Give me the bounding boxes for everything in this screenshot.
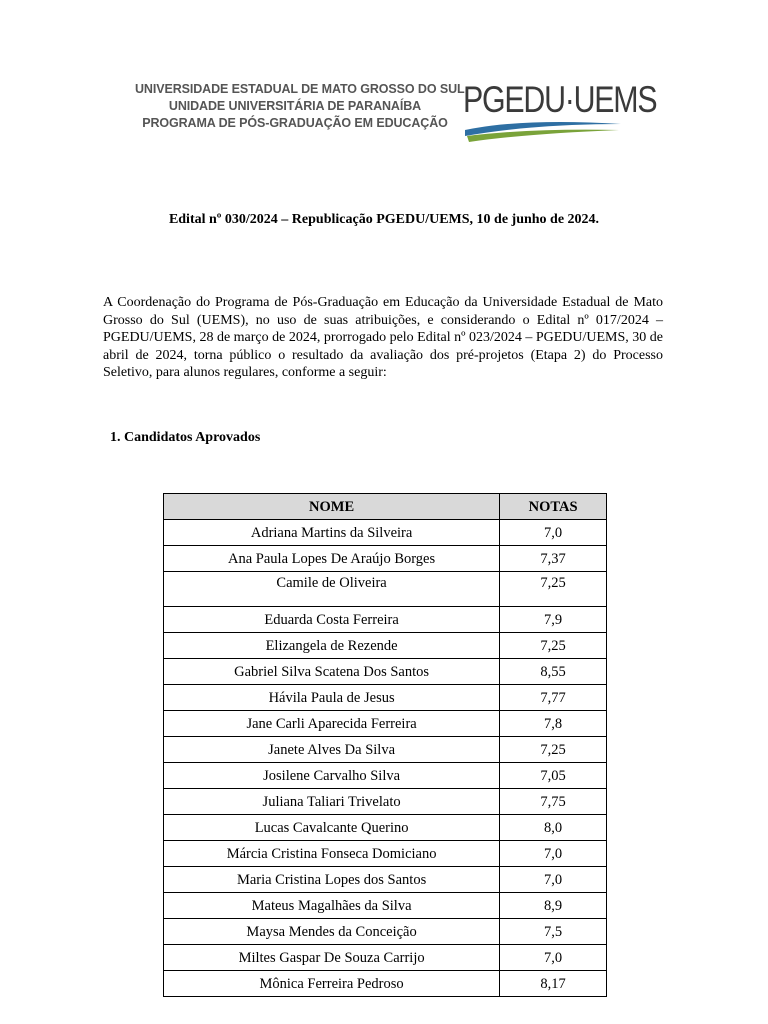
table-row — [164, 572, 607, 607]
table-row — [164, 685, 607, 711]
candidate-name: Maysa Mendes da Conceição — [164, 919, 500, 945]
candidate-grade: 7,9 — [500, 607, 607, 633]
section-heading: 1. Candidatos Aprovados — [110, 430, 261, 445]
table-header-row — [164, 494, 607, 520]
candidate-grade: 7,8 — [500, 711, 607, 737]
candidate-name: Gabriel Silva Scatena Dos Santos — [164, 659, 500, 685]
institution-line: UNIVERSIDADE ESTADUAL DE MATO GROSSO DO SUL — [135, 82, 465, 96]
table-row — [164, 919, 607, 945]
table-row — [164, 737, 607, 763]
candidate-grade: 7,37 — [500, 546, 607, 572]
candidate-name: Maria Cristina Lopes dos Santos — [164, 867, 500, 893]
candidate-name: Mônica Ferreira Pedroso — [164, 971, 500, 997]
table-row — [164, 789, 607, 815]
candidate-grade: 7,0 — [500, 841, 607, 867]
candidate-grade: 7,05 — [500, 763, 607, 789]
candidate-name: Adriana Martins da Silveira — [164, 520, 500, 546]
candidate-grade: 7,5 — [500, 919, 607, 945]
candidate-name: Miltes Gaspar De Souza Carrijo — [164, 945, 500, 971]
candidate-grade: 8,17 — [500, 971, 607, 997]
candidate-name: Janete Alves Da Silva — [164, 737, 500, 763]
table-row — [164, 711, 607, 737]
table-row — [164, 520, 607, 546]
candidate-name: Márcia Cristina Fonseca Domiciano — [164, 841, 500, 867]
institution-line: PROGRAMA DE PÓS-GRADUAÇÃO EM EDUCAÇÃO — [142, 116, 448, 130]
candidate-grade: 7,0 — [500, 867, 607, 893]
edital-title: Edital nº 030/2024 – Republicação PGEDU/UEMS, 10 de junho de 2024. — [168, 212, 600, 227]
table-row — [164, 945, 607, 971]
candidate-grade: 8,9 — [500, 893, 607, 919]
candidate-grade: 7,25 — [500, 737, 607, 763]
candidate-name: Jane Carli Aparecida Ferreira — [164, 711, 500, 737]
candidate-name: Elizangela de Rezende — [164, 633, 500, 659]
table-row — [164, 815, 607, 841]
candidate-grade: 7,0 — [500, 520, 607, 546]
candidate-name: Mateus Magalhães da Silva — [164, 893, 500, 919]
table-row — [164, 971, 607, 997]
candidate-grade: 7,75 — [500, 789, 607, 815]
candidate-grade: 7,0 — [500, 945, 607, 971]
institution-name — [135, 81, 465, 132]
candidate-name: Camile de Oliveira — [164, 572, 500, 607]
institution-line: UNIDADE UNIVERSITÁRIA DE PARANAÍBA — [168, 99, 422, 113]
table-row — [164, 867, 607, 893]
table-row — [164, 546, 607, 572]
logo-text: PGEDU·UEMS — [463, 79, 657, 120]
logo-swoosh-icon — [463, 116, 623, 144]
header-grades: NOTAS — [500, 494, 607, 520]
table-row — [164, 763, 607, 789]
candidate-grade: 7,77 — [500, 685, 607, 711]
candidate-name: Juliana Taliari Trivelato — [164, 789, 500, 815]
candidate-grade: 7,25 — [500, 633, 607, 659]
pgedu-uems-logo — [463, 78, 657, 144]
candidate-name: Eduarda Costa Ferreira — [164, 607, 500, 633]
candidate-name: Josilene Carvalho Silva — [164, 763, 500, 789]
intro-paragraph: A Coordenação do Programa de Pós-Graduação em Educação da Universidade Estadual de Mato Grosso do Sul (UEMS), no uso de suas atribuições, e considerando o Edital nº 017/2024 – PGEDU/UEMS, 28 de março de 2024, prorrogado pelo Edital nº 023/2024 – PGEDU/UEMS, 30 de abril de 2024, torna público o resultado da avaliação dos pré-projetos (Etapa 2) do Processo Seletivo, para alunos regulares, conforme a seguir: — [103, 295, 663, 380]
candidate-name: Ana Paula Lopes De Araújo Borges — [164, 546, 500, 572]
candidate-name: Hávila Paula de Jesus — [164, 685, 500, 711]
table-row — [164, 659, 607, 685]
table-row — [164, 633, 607, 659]
table-row — [164, 607, 607, 633]
table-row — [164, 841, 607, 867]
approved-candidates-table — [163, 493, 607, 997]
candidate-grade: 8,0 — [500, 815, 607, 841]
candidate-name: Lucas Cavalcante Querino — [164, 815, 500, 841]
table-row — [164, 893, 607, 919]
document-header — [135, 78, 657, 144]
candidate-grade: 8,55 — [500, 659, 607, 685]
header-name: NOME — [164, 494, 500, 520]
candidate-grade: 7,25 — [500, 572, 607, 607]
